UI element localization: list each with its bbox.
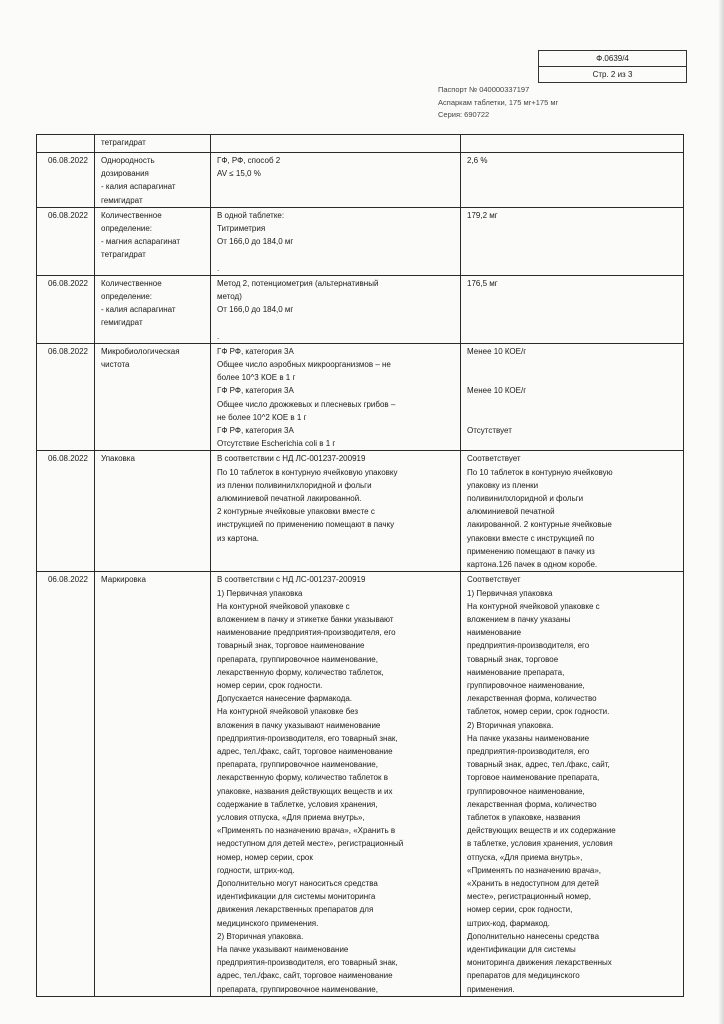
passport-header — [438, 84, 558, 122]
form-code-box — [538, 50, 687, 83]
cell-param: Однородность дозирования - калия аспарагинат гемигидрат — [95, 153, 211, 208]
cell-norm: ГФ РФ, категория 3А Общее число аэробных микроорганизмов – не более 10^3 КОЕ в 1 г ГФ РФ, категория 3А Общее число дрожжевых и плесневых грибов – не более 10^2 КОЕ в 1 г ГФ РФ, категория 3А Отсутствие Escherichia coli в 1 г — [211, 343, 461, 451]
cell-param: тетрагидрат — [95, 135, 211, 153]
cell-param: Количественное определение: - калия аспарагинат гемигидрат — [95, 275, 211, 343]
cell-param: Микробиологическая чистота — [95, 343, 211, 451]
cell-result: 179,2 мг — [461, 207, 684, 275]
table-row — [37, 275, 684, 343]
page-number: Стр. 2 из 3 — [539, 66, 686, 82]
cell-date: 06.08.2022 — [37, 153, 95, 208]
cell-param: Количественное определение: - магния аспарагинат тетрагидрат — [95, 207, 211, 275]
table-row — [37, 207, 684, 275]
cell-norm: В одной таблетке: Титриметрия От 166,0 до 184,0 мг . — [211, 207, 461, 275]
cell-param: Маркировка — [95, 572, 211, 997]
table-row-continued — [37, 135, 684, 153]
cell-date: 06.08.2022 — [37, 275, 95, 343]
product-name: Аспаркам таблетки, 175 мг+175 мг — [438, 97, 559, 107]
cell-result: 176,5 мг — [461, 275, 684, 343]
cell-result: Соответствует 1) Первичная упаковка На контурной ячейковой упаковке с вложением в пачку указаны наименование предприятия-производителя, его товарный знак, торговое наименование препарата, группировочное наименование, лекарственная форма, количество таблеток, номер серии, срок годности. 2) Вторичная упаковка. На пачке указаны наименование предприятия-производителя, его товарный знак, адрес, тел./факс, сайт, торговое наименование препарата, группировочное наименование, лекарственная форма, количество таблеток в упаковке, названия действующих веществ и их содержание в таблетке, условия хранения, условия отпуска, «Для приема внутрь», «Применять по назначению врача», «Хранить в недоступном для детей месте», регистрационный номер, номер серии, срок годности, штрих-код, фармакод. Дополнительно нанесены средства идентификации для системы мониторинга движения лекарственных препаратов для медицинского применения. — [461, 572, 684, 997]
cell-param: Упаковка — [95, 451, 211, 572]
cell-result — [461, 135, 684, 153]
passport-number: Паспорт № 040000337197 — [438, 85, 530, 94]
cell-result: Соответствует По 10 таблеток в контурную ячейковую упаковку из пленки поливинилхлоридной и фольги алюминиевой печатной лакированной. 2 контурные ячейковые упаковки вместе с инструкцией по применению помещают в пачку из картона.126 пачек в одном коробе. — [461, 451, 684, 572]
table-row — [37, 451, 684, 572]
passport-table — [36, 134, 684, 997]
cell-norm: В соответствии с НД ЛС-001237-200919 По 10 таблеток в контурную ячейковую упаковку из пленки поливинилхлоридной и фольги алюминиевой печатной лакированной. 2 контурные ячейковые упаковки вместе с инструкцией по применению помещают в пачку из картона. — [211, 451, 461, 572]
cell-norm: Метод 2, потенциометрия (альтернативный метод) От 166,0 до 184,0 мг . — [211, 275, 461, 343]
cell-date: 06.08.2022 — [37, 572, 95, 997]
table-row — [37, 153, 684, 208]
cell-date: 06.08.2022 — [37, 343, 95, 451]
cell-result: Менее 10 КОЕ/г Менее 10 КОЕ/г Отсутствует — [461, 343, 684, 451]
table-row — [37, 343, 684, 451]
form-code: Ф.0639/4 — [596, 54, 629, 63]
table-row — [37, 572, 684, 997]
cell-norm — [211, 135, 461, 153]
series-number: Серия: 690722 — [438, 110, 490, 119]
cell-date: 06.08.2022 — [37, 207, 95, 275]
cell-norm: В соответствии с НД ЛС-001237-200919 1) Первичная упаковка На контурной ячейковой упаковке с вложением в пачку и этикетке банки указывают наименование предприятия-производителя, его товарный знак, торговое наименование препарата, группировочное наименование, лекарственную форму, количество таблеток, номер серии, срок годности. Допускается нанесение фармакода. На контурной ячейковой упаковке без вложения в пачку указывают наименование предприятия-производителя, его товарный знак, адрес, тел./факс, сайт, торговое наименование препарата, группировочное наименование, лекарственную форму, количество таблеток в упаковке, названия действующих веществ и их содержание в таблетке, условия хранения, условия отпуска, «Для приема внутрь», «Применять по назначению врача», «Хранить в недоступном для детей месте», регистрационный номер, номер серии, срок годности, штрих-код. Дополнительно могут наноситься средства идентификации для системы мониторинга движения лекарственных препаратов для медицинского применения. 2) Вторичная упаковка. На пачке указывают наименование предприятия-производителя, его товарный знак, адрес, тел./факс, сайт, торговое наименование препарата, группировочное наименование, — [211, 572, 461, 997]
cell-result: 2,6 % — [461, 153, 684, 208]
cell-date — [37, 135, 95, 153]
cell-norm: ГФ, РФ, способ 2 AV ≤ 15,0 % — [211, 153, 461, 208]
scan-edge-shadow — [718, 0, 724, 1024]
cell-date: 06.08.2022 — [37, 451, 95, 572]
